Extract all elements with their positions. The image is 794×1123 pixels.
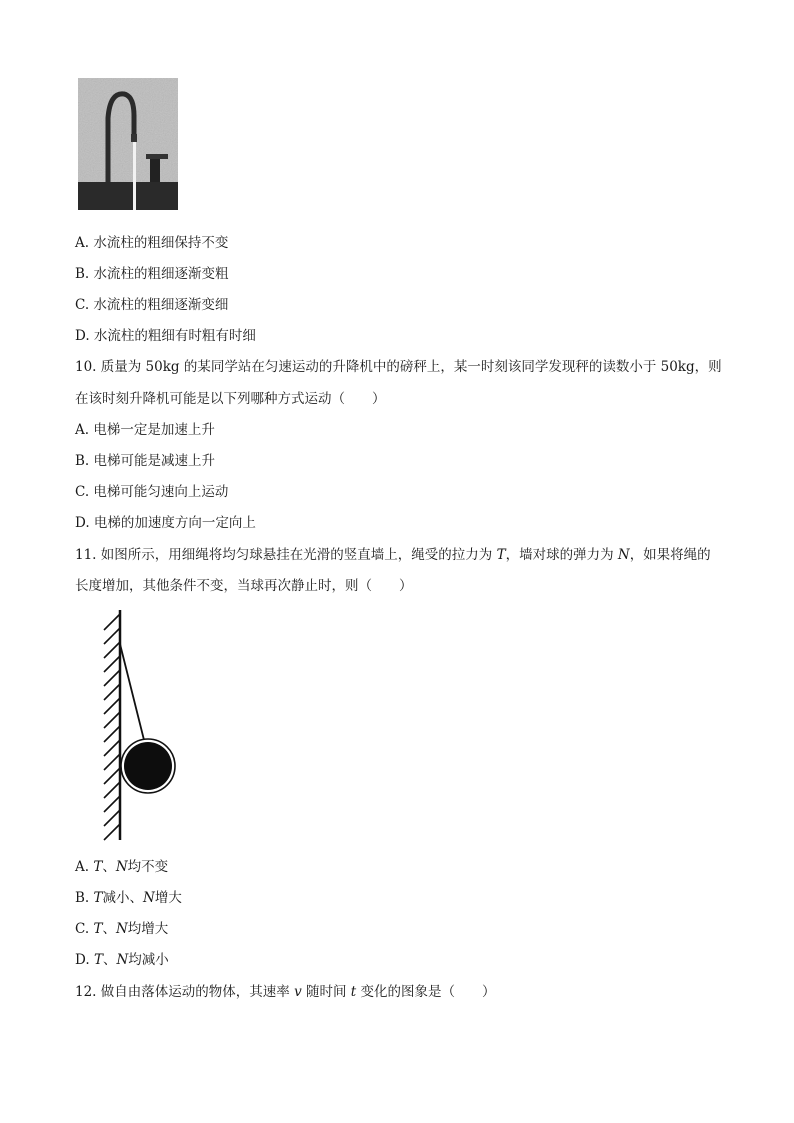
- q11-option-b-prefix: B.: [75, 890, 94, 906]
- q11-option-d-var2: N: [116, 952, 129, 968]
- q11-option-c-var2: N: [115, 921, 128, 937]
- q12-var-t: t: [350, 984, 357, 1000]
- q11-option-a-tail: 均不变: [127, 859, 169, 875]
- q11-stem-line1: [75, 546, 711, 564]
- q11-option-b-sep: 减小、: [102, 890, 144, 906]
- q12-stem-b: 随时间: [301, 984, 351, 1000]
- q11-stem-c: ，如果将绳的: [629, 547, 711, 563]
- q9-option-c: C. 水流柱的粗细逐渐变细: [75, 297, 229, 313]
- q11-option-a-sep: 、: [102, 859, 116, 875]
- q10-option-a: A. 电梯一定是加速上升: [75, 422, 215, 438]
- q11-option-c-sep: 、: [102, 921, 116, 937]
- q10-stem-line2: 在该时刻升降机可能是以下列哪种方式运动（ ）: [75, 391, 386, 407]
- q12-stem-a: 12. 做自由落体运动的物体，其速率: [75, 984, 295, 1000]
- q11-option-a-prefix: A.: [75, 859, 94, 875]
- q11-option-d-prefix: D.: [75, 952, 94, 968]
- q11-option-c-var1: T: [93, 921, 103, 937]
- q11-option-d: [75, 951, 169, 969]
- q10-option-b: B. 电梯可能是减速上升: [75, 453, 216, 469]
- ball: [124, 742, 172, 790]
- q11-option-a-var2: N: [115, 859, 128, 875]
- q11-stem-b: ，墙对球的弹力为: [505, 547, 618, 563]
- q11-option-c-tail: 均增大: [127, 921, 169, 937]
- q11-stem-line2: 长度增加，其他条件不变，当球再次静止时，则（ ）: [75, 578, 413, 594]
- q12-stem-c: 变化的图象是（ ）: [356, 984, 496, 1000]
- q9-option-d: D. 水流柱的粗细有时粗有时细: [75, 328, 256, 344]
- q9-option-a: A. 水流柱的粗细保持不变: [75, 235, 229, 251]
- wall-hatching: [104, 614, 120, 840]
- q11-option-b-var2: N: [143, 890, 155, 906]
- q11-var-t: T: [496, 547, 506, 563]
- q11-option-d-sep: 、: [102, 952, 117, 968]
- wall-ball-diagram: [98, 608, 180, 842]
- q11-option-a: [75, 858, 168, 876]
- q11-option-c-prefix: C.: [75, 921, 94, 937]
- q9-option-b: B. 水流柱的粗细逐渐变粗: [75, 266, 229, 282]
- faucet-photo: [78, 78, 178, 210]
- q10-option-d: D. 电梯的加速度方向一定向上: [75, 515, 256, 531]
- q11-option-b-var1: T: [93, 890, 103, 906]
- q11-option-a-var1: T: [93, 859, 103, 875]
- q10-option-c: C. 电梯可能匀速向上运动: [75, 484, 229, 500]
- q11-option-d-var1: T: [93, 952, 103, 968]
- q11-option-c: [75, 920, 168, 938]
- q11-option-d-tail: 均减小: [128, 952, 169, 968]
- q10-stem-line1: 10. 质量为 50kg 的某同学站在匀速运动的升降机中的磅秤上，某一时刻该同学发现秤的读数小于 50kg，则: [75, 359, 722, 375]
- q11-option-b: [75, 889, 182, 907]
- q11-var-n: N: [617, 547, 630, 563]
- q12-var-v: v: [294, 984, 302, 1000]
- q12-stem: [75, 983, 496, 1001]
- q11-option-b-tail: 增大: [154, 890, 182, 906]
- rope: [120, 644, 144, 740]
- q11-stem-a: 11. 如图所示，用细绳将均匀球悬挂在光滑的竖直墙上，绳受的拉力为: [75, 547, 497, 563]
